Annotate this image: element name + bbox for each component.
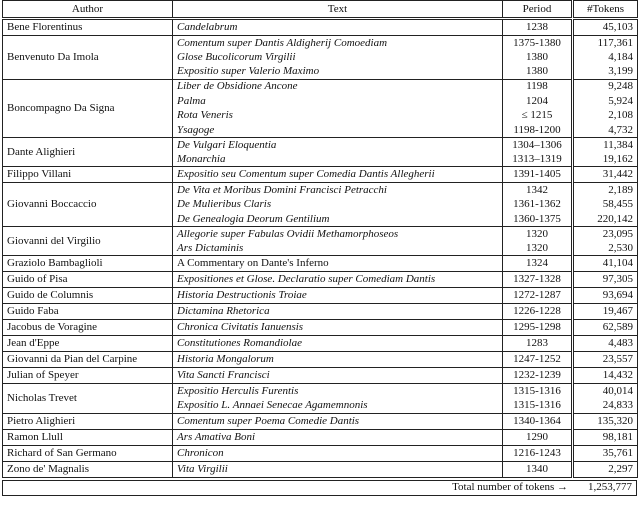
text-cell: Expositio seu Comentum super Comedia Dantis Allegherii bbox=[173, 167, 503, 183]
tokens-cell: 23,095 bbox=[573, 227, 638, 242]
tokens-cell: 2,297 bbox=[573, 461, 638, 477]
text-cell: Monarchia bbox=[173, 152, 503, 167]
total-value: 1,253,777 bbox=[588, 481, 632, 493]
tokens-cell: 14,432 bbox=[573, 368, 638, 384]
text-cell: A Commentary on Dante's Inferno bbox=[173, 256, 503, 272]
period-cell: 1226-1228 bbox=[503, 304, 573, 320]
tokens-cell: 93,694 bbox=[573, 288, 638, 304]
text-cell: De Genealogia Deorum Gentilium bbox=[173, 212, 503, 227]
period-cell: 1360-1375 bbox=[503, 212, 573, 227]
period-cell: 1204 bbox=[503, 94, 573, 109]
period-cell: 1391-1405 bbox=[503, 167, 573, 183]
table-row bbox=[3, 167, 638, 183]
tokens-cell: 220,142 bbox=[597, 212, 633, 225]
tokens-cell: 41,104 bbox=[573, 256, 638, 272]
period-cell: 1315-1316 bbox=[503, 384, 573, 399]
tokens-cell: 23,557 bbox=[573, 352, 638, 368]
period-cell: 1342 bbox=[503, 183, 573, 198]
tokens-cell: 3,199 bbox=[608, 65, 633, 78]
tokens-cell: 2,530 bbox=[608, 241, 633, 254]
table-row bbox=[3, 413, 638, 429]
header-author: Author bbox=[3, 1, 173, 18]
table-row bbox=[3, 304, 638, 320]
table-row bbox=[3, 288, 638, 304]
tokens-cell: 31,442 bbox=[573, 167, 638, 183]
table-row bbox=[3, 79, 638, 94]
text-cell: Expositiones et Glose. Declaratio super Comediam Dantis bbox=[173, 272, 503, 288]
table-header bbox=[2, 0, 638, 18]
tokens-cell: 19,162 bbox=[602, 152, 633, 165]
author-cell: Jacobus de Voragine bbox=[3, 320, 173, 336]
text-cell: Expositio Herculis Furentis bbox=[173, 384, 503, 399]
tokens-cell: 58,455 bbox=[602, 198, 633, 211]
author-cell: Giovanni Boccaccio bbox=[3, 183, 173, 227]
table-row bbox=[3, 429, 638, 445]
table-row bbox=[3, 352, 638, 368]
tokens-cell: 4,732 bbox=[608, 123, 633, 136]
text-cell: Ars Amativa Boni bbox=[173, 429, 503, 445]
text-cell: Palma bbox=[173, 94, 503, 109]
total-label: Total number of tokens → bbox=[452, 481, 568, 493]
author-cell: Ramon Llull bbox=[3, 429, 173, 445]
text-cell: Expositio L. Annaei Senecae Agamemnonis bbox=[173, 398, 503, 413]
tokens-cell: 98,181 bbox=[573, 429, 638, 445]
period-cell: 1380 bbox=[503, 50, 573, 65]
author-cell: Dante Alighieri bbox=[3, 138, 173, 167]
period-cell: 1198-1200 bbox=[503, 123, 573, 138]
table-row bbox=[3, 384, 638, 399]
period-cell: 1327-1328 bbox=[503, 272, 573, 288]
author-cell: Pietro Alighieri bbox=[3, 413, 173, 429]
period-cell: 1320 bbox=[503, 241, 573, 256]
period-cell: 1340 bbox=[503, 461, 573, 477]
period-cell: 1315-1316 bbox=[503, 398, 573, 413]
author-cell: Richard of San Germano bbox=[3, 445, 173, 461]
period-cell: 1216-1243 bbox=[503, 445, 573, 461]
period-cell: 1320 bbox=[503, 227, 573, 242]
tokens-cell: 5,924 bbox=[608, 94, 633, 107]
period-cell: 1295-1298 bbox=[503, 320, 573, 336]
period-cell: 1324 bbox=[503, 256, 573, 272]
author-cell: Julian of Speyer bbox=[3, 368, 173, 384]
text-cell: De Vulgari Eloquentia bbox=[173, 138, 503, 153]
tokens-cell: 45,103 bbox=[602, 21, 633, 33]
table-row bbox=[3, 320, 638, 336]
author-cell: Guido of Pisa bbox=[3, 272, 173, 288]
period-cell: 1304–1306 bbox=[503, 138, 573, 153]
corpus-table bbox=[2, 19, 638, 478]
period-cell: 1272-1287 bbox=[503, 288, 573, 304]
header-text: Text bbox=[173, 1, 503, 18]
text-cell: Expositio super Valerio Maximo bbox=[173, 65, 503, 80]
tokens-cell: 97,305 bbox=[573, 272, 638, 288]
tokens-cell: 24,833 bbox=[602, 398, 633, 411]
text-cell: Chronicon bbox=[173, 445, 503, 461]
text-cell: Allegorie super Fabulas Ovidii Methamorphoseos bbox=[173, 227, 503, 242]
tokens-cell: 4,184 bbox=[608, 50, 633, 63]
period-cell: 1198 bbox=[503, 79, 573, 94]
table-row bbox=[3, 336, 638, 352]
tokens-cell: 2,108 bbox=[608, 109, 633, 122]
text-cell: Dictamina Rhetorica bbox=[173, 304, 503, 320]
period-cell: 1247-1252 bbox=[503, 352, 573, 368]
text-cell: Candelabrum bbox=[173, 20, 503, 36]
period-cell: 1340-1364 bbox=[503, 413, 573, 429]
table-row bbox=[3, 461, 638, 477]
period-cell: 1232-1239 bbox=[503, 368, 573, 384]
text-cell: Historia Destructionis Troiae bbox=[173, 288, 503, 304]
text-cell: Vita Virgilii bbox=[173, 461, 503, 477]
table-row bbox=[3, 256, 638, 272]
text-cell: De Vita et Moribus Domini Francisci Petracchi bbox=[173, 183, 503, 198]
author-cell: Giovanni da Pian del Carpine bbox=[3, 352, 173, 368]
table-row bbox=[3, 227, 638, 242]
author-cell: Giovanni del Virgilio bbox=[3, 227, 173, 256]
text-cell: Chronica Civitatis Ianuensis bbox=[173, 320, 503, 336]
text-cell: Vita Sancti Francisci bbox=[173, 368, 503, 384]
text-cell: Ars Dictaminis bbox=[173, 241, 503, 256]
table-body-wrapper bbox=[2, 19, 637, 496]
author-cell: Zono de' Magnalis bbox=[3, 461, 173, 477]
author-cell: Boncompagno Da Signa bbox=[3, 79, 173, 137]
tokens-cell: 62,589 bbox=[573, 320, 638, 336]
period-cell: 1313–1319 bbox=[503, 152, 573, 167]
header-tokens: #Tokens bbox=[586, 2, 625, 15]
tokens-cell: 40,014 bbox=[573, 384, 638, 399]
text-cell: Liber de Obsidione Ancone bbox=[173, 79, 503, 94]
period-cell: 1380 bbox=[503, 65, 573, 80]
author-cell: Jean d'Eppe bbox=[3, 336, 173, 352]
text-cell: Glose Bucolicorum Virgilii bbox=[173, 50, 503, 65]
tokens-cell: 2,189 bbox=[573, 183, 638, 198]
tokens-cell: 9,248 bbox=[573, 79, 638, 94]
author-cell: Graziolo Bambaglioli bbox=[3, 256, 173, 272]
tokens-cell: 4,483 bbox=[573, 336, 638, 352]
tokens-cell: 135,320 bbox=[573, 413, 638, 429]
table-row bbox=[3, 183, 638, 198]
period-cell: ≤ 1215 bbox=[503, 108, 573, 123]
text-cell: Comentum super Poema Comedie Dantis bbox=[173, 413, 503, 429]
author-cell: Benvenuto Da Imola bbox=[3, 36, 173, 80]
table-row bbox=[3, 368, 638, 384]
author-cell: Guido Faba bbox=[3, 304, 173, 320]
tokens-cell: 11,384 bbox=[573, 138, 638, 153]
text-cell: De Mulieribus Claris bbox=[173, 197, 503, 212]
period-cell: 1375-1380 bbox=[503, 36, 573, 51]
table-row bbox=[3, 138, 638, 153]
author-cell: Guido de Columnis bbox=[3, 288, 173, 304]
header-period: Period bbox=[503, 1, 573, 18]
author-cell: Nicholas Trevet bbox=[3, 384, 173, 413]
text-cell: Rota Veneris bbox=[173, 108, 503, 123]
period-cell: 1238 bbox=[503, 20, 573, 36]
tokens-cell: 117,361 bbox=[573, 36, 638, 51]
tokens-cell: 35,761 bbox=[573, 445, 638, 461]
text-cell: Comentum super Dantis Aldigherij Comoediam bbox=[173, 36, 503, 51]
period-cell: 1283 bbox=[503, 336, 573, 352]
table-row bbox=[3, 445, 638, 461]
text-cell: Constitutiones Romandiolae bbox=[173, 336, 503, 352]
total-row bbox=[2, 480, 637, 496]
table-row bbox=[3, 272, 638, 288]
author-cell: Bene Florentinus bbox=[3, 20, 173, 36]
text-cell: Historia Mongalorum bbox=[173, 352, 503, 368]
tokens-cell: 19,467 bbox=[573, 304, 638, 320]
text-cell: Ysagoge bbox=[173, 123, 503, 138]
author-cell: Filippo Villani bbox=[3, 167, 173, 183]
period-cell: 1290 bbox=[503, 429, 573, 445]
table-row bbox=[3, 20, 638, 36]
table-row bbox=[3, 36, 638, 51]
period-cell: 1361-1362 bbox=[503, 197, 573, 212]
